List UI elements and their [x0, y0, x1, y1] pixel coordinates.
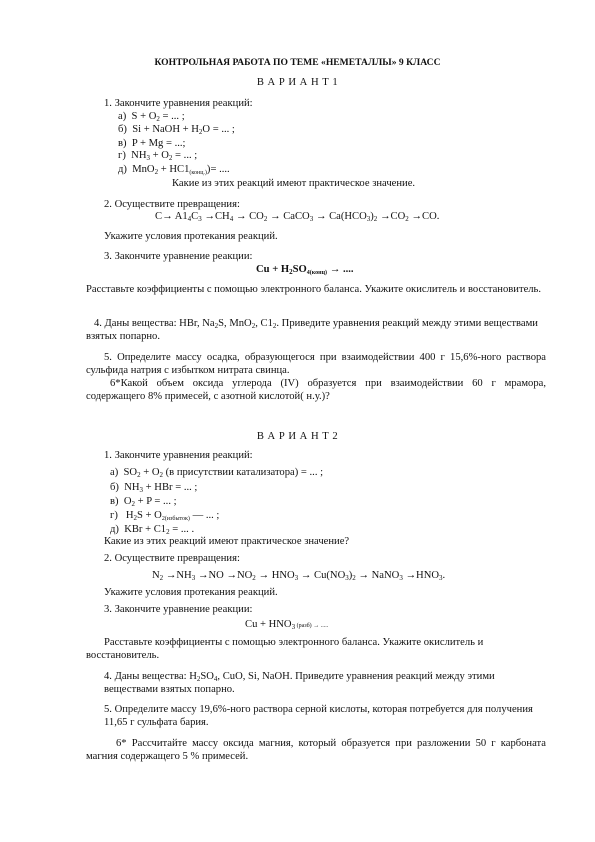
v1-task4: 4. Даны вещества: HBr, $Na_2S$, MnO$_2$, $C1_2$. Приведите уравнения реакций между этими веществами взятых попарно.	[86, 318, 538, 342]
v2-conditions: Укажите условия протекания реакций.	[104, 587, 278, 598]
v2-practical-question: Какие из этих реакций имеют практическое значение?	[104, 536, 350, 547]
v2-task6: 6* Рассчитайте массу оксида магния, который образуется при разложении 50 г карбоната магния содержащего 5 % примесей.	[86, 738, 546, 762]
v1-task3-equation: $Cu + H_2SO_{4(конц)}$ → ....	[256, 264, 354, 276]
variant-1-heading: В А Р И А Н Т 1	[256, 77, 339, 88]
v2-task3-heading: 3. Закончите уравнение реакции:	[104, 604, 253, 615]
v1-task1-c: в) P + Mg = ...;	[118, 138, 186, 149]
v1-conditions: Укажите условия протекания реакций.	[104, 231, 278, 242]
page-title: КОНТРОЛЬНАЯ РАБОТА ПО ТЕМЕ «НЕМЕТАЛЛЫ» 9 КЛАСС	[154, 57, 441, 68]
v1-task6: 6*Какой объем оксида углерода (IV) образуется при взаимодействии 60 г мрамора, содержащего 8% примесей, с азотной кислотой( н.у.)?	[86, 378, 546, 402]
v2-transformation-chain: $N_2 \to NH_3 \to NO \to NO_2 \to HNO_3 \to Cu(NO_3)_2$ → NaNO$_3$ $\to HNO_3$.	[152, 570, 446, 582]
v2-task1-b: б) $NH_3$ + HBr = ... ;	[110, 482, 198, 494]
v2-task1-c: в) $O_2 + P$ = ... ;	[110, 496, 177, 508]
v1-task3-heading: 3. Закончите уравнение реакции:	[104, 251, 253, 262]
v1-practical-question: Какие из этих реакций имеют практическое значение.	[172, 178, 416, 189]
v1-task2-heading: 2. Осуществите превращения:	[104, 199, 240, 210]
v2-balance-instruction: Расставьте коэффициенты с помощью электронного баланса. Укажите окислитель и восстановитель.	[86, 637, 484, 661]
v1-task5: 5. Определите массу осадка, образующегося при взаимодействии 400 г 15,6%-ного раствора сульфида натрия с избытком нитрата свинца.	[86, 352, 546, 376]
v2-task3-equation: $Cu + HNO_3$ (разб) → .....	[245, 619, 329, 631]
v1-task1-e: д) $MnO_2 + HC1_{(конц.)})=$ ....	[118, 164, 230, 176]
v1-task1-b: б) Si + NaOH + $H_2O$ = ... ;	[118, 124, 235, 136]
v2-task1-e: д) KBr + $C1_2$ = ... .	[110, 524, 195, 536]
v1-task1-d: г) $NH_3 + O_2$ = ... ;	[118, 150, 198, 162]
variant-2-heading: В А Р И А Н Т 2	[256, 431, 339, 442]
v2-task2-heading: 2. Осуществите превращения:	[104, 553, 240, 564]
v2-task1-d: г) $H_2S + O_{2(избыток)}$ — ... ;	[110, 510, 220, 522]
v2-task5: 5. Определите массу 19,6%-ного раствора серной кислоты, которая потребуется для получения 11,65 г сульфата бария.	[104, 704, 533, 728]
v2-task1-a: а) $SO_2 + O_2$ (в присутствии катализатора) = ... ;	[110, 467, 324, 479]
v1-task1-heading: 1. Закончите уравнения реакций:	[104, 98, 253, 109]
v2-task4: 4. Даны вещества: $H_2SO_4$, CuO, Si, NaOH. Приведите уравнения реакций между этими веществами взятых попарно.	[104, 671, 495, 695]
v1-balance-instruction: Расставьте коэффициенты с помощью электронного баланса. Укажите окислитель и восстановитель.	[86, 284, 542, 295]
v1-transformation-chain: $C\to A1_4C_3 \to CH_4 \to CO_2$ → CaCO$_3$ → $Ca(HCO_3)_2 \to CO_2 \to CO$.	[155, 211, 440, 223]
v2-task1-heading: 1. Закончите уравнения реакций:	[104, 450, 253, 461]
v1-task1-a: а) $S + O_2$ = ... ;	[118, 111, 185, 123]
